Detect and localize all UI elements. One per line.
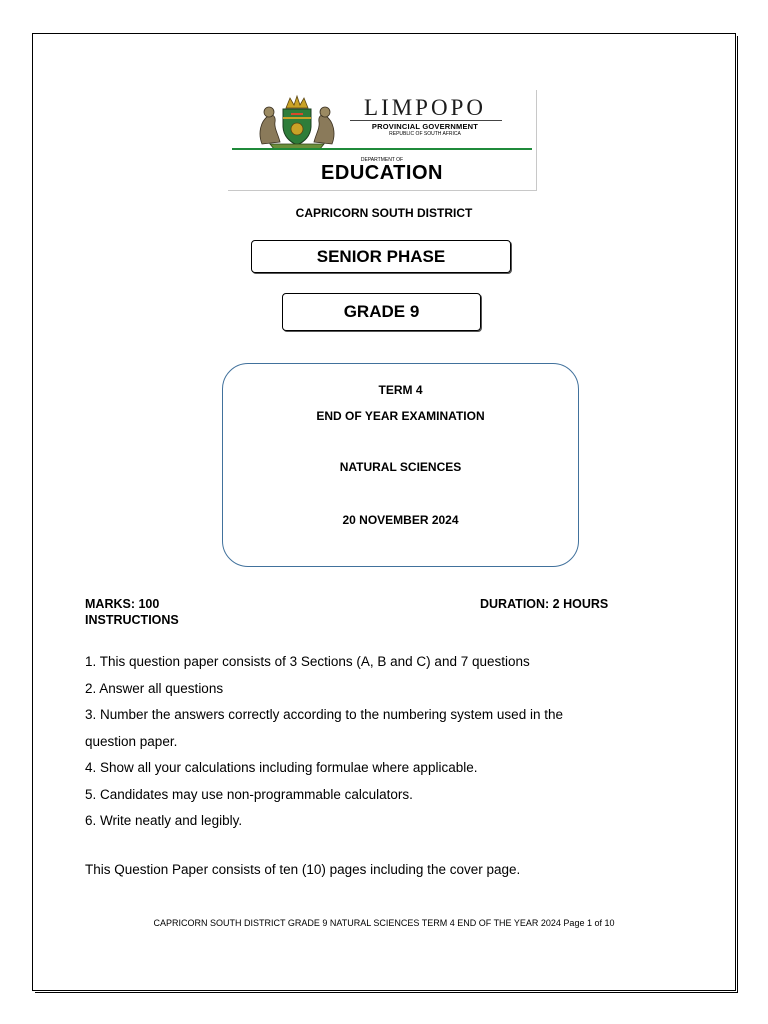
- grade-label: GRADE 9: [282, 293, 481, 331]
- department-of-label: DEPARTMENT OF: [360, 157, 404, 163]
- department-letterhead: [228, 90, 537, 191]
- instructions-heading: INSTRUCTIONS: [85, 613, 179, 627]
- instruction-item: 6. Write neatly and legibly.: [85, 813, 243, 828]
- exam-term: TERM 4: [378, 383, 423, 397]
- phase-label: SENIOR PHASE: [251, 240, 511, 273]
- total-marks: MARKS: 100: [85, 597, 160, 611]
- exam-title: END OF YEAR EXAMINATION: [316, 409, 485, 423]
- exam-duration: DURATION: 2 HOURS: [480, 597, 609, 611]
- country-label: REPUBLIC OF SOUTH AFRICA: [389, 131, 461, 137]
- instruction-item: 2. Answer all questions: [85, 680, 224, 696]
- instruction-item: 4. Show all your calculations including formulae where applicable.: [85, 760, 478, 775]
- exam-date: 20 NOVEMBER 2024: [342, 513, 459, 527]
- page-count-note: This Question Paper consists of ten (10) pages including the cover page.: [85, 862, 521, 877]
- exam-subject: NATURAL SCIENCES: [339, 460, 462, 474]
- coat-of-arms-icon: [256, 94, 338, 150]
- green-divider: [232, 148, 532, 150]
- district-name: CAPRICORN SOUTH DISTRICT: [295, 206, 473, 220]
- provincial-government-label: PROVINCIAL GOVERNMENT: [371, 122, 479, 131]
- exam-details-box: [222, 363, 579, 567]
- instruction-item: 5. Candidates may use non-programmable calculators.: [85, 786, 413, 802]
- department-name: EDUCATION: [321, 162, 443, 184]
- province-name: LIMPOPO: [364, 95, 486, 120]
- page-footer: CAPRICORN SOUTH DISTRICT GRADE 9 NATURAL SCIENCES TERM 4 END OF THE YEAR 2024 Page 1 of 10: [153, 918, 615, 928]
- divider: [350, 120, 502, 121]
- instruction-item: 1. This question paper consists of 3 Sections (A, B and C) and 7 questions: [85, 654, 530, 669]
- instruction-item: 3. Number the answers correctly according to the numbering system used in the: [85, 707, 563, 722]
- instructions-list: [85, 649, 685, 835]
- instruction-item: question paper.: [85, 733, 178, 749]
